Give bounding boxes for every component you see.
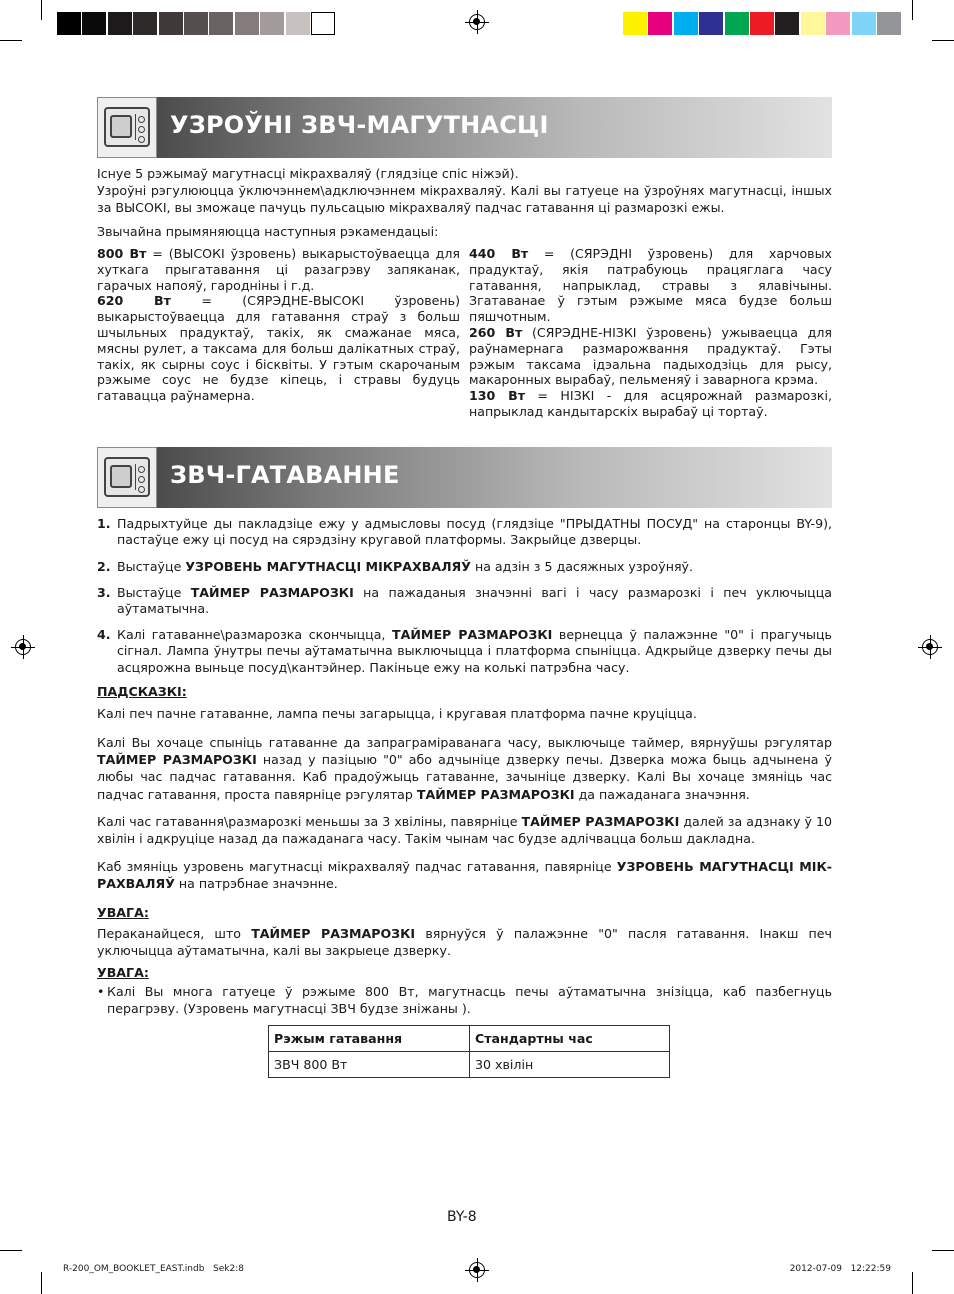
section-banner-microwave-cooking (97, 447, 832, 508)
color-swatch (57, 12, 81, 35)
cooking-time-table (268, 1025, 670, 1078)
color-swatch (674, 12, 698, 35)
intro-paragraph: Існуе 5 рэжымаў магутнасці мікрахваляў (глядзіце спіс ніжэй). (97, 166, 519, 181)
tips-heading: ПАДСКАЗКІ: (97, 684, 187, 699)
color-swatch (623, 12, 647, 35)
power-level-item: 440 Вт = (СЯРЭДНІ ўзровень) для харчовых прадуктаў, якія патрабуюць працяглага часу гатавання, напрыклад, стравы з ялавічыны. Згатаванае ў гэтым рэжыме мяса будзе больш пяшчотным. (469, 246, 832, 325)
warning-bullet-item: • Калі Вы многа гатуеце ў рэжыме 800 Вт, магутнасць печы аўтаматычна знізіцца, каб пазбегнуць перагрэву. (Узровень магутнасці ЗВЧ будзе зніжаны ). (97, 984, 832, 1017)
warning-heading: УВАГА: (97, 965, 149, 980)
color-swatch (750, 12, 774, 35)
table-row (269, 1052, 670, 1078)
tip-paragraph: Калі час гатавання\размарозкі меньшы за 3 хвіліны, павярніце ТАЙМЕР РАЗМАРОЗКІ далей за адзнаку ў 10 хвілін і адкруціце назад да пажаданага часу. Такім чынам час будзе адлічвацца больш дакладна. (97, 814, 832, 847)
power-levels-right-column (469, 246, 832, 420)
step-item: 2. Выстаўце УЗРОВЕНЬ МАГУТНАСЦІ МІКРАХВАЛЯЎ на адзін з 5 дасяжных узроўняў. (97, 559, 693, 574)
table-header-cell: Рэжым гатавання (269, 1026, 470, 1052)
color-swatch (775, 12, 799, 35)
warning-paragraph: Пераканайцеся, што ТАЙМЕР РАЗМАРОЗКІ вярнуўся ў палажэнне "0" пасля гатавання. Інакш печ уключыцца аўтаматычна, калі вы закрыеце дзверку. (97, 926, 832, 959)
power-level-item: 620 Вт = (СЯРЭДНЕ-ВЫСОКІ ўзровень) выкарыстоўваецца для гатавання страў з больш шчыльных прадуктаў, такіх, як смажанае мяса, мясны рулет, а таксама для больш далікатных страў, такіх, як сырны соус і бісквіты. У гэтым скарочаным рэжыме соус не будзе кіпець, і стравы будуць гатавацца раўнамерна. (97, 293, 460, 404)
power-level-item: 260 Вт (СЯРЭДНЕ-НІЗКІ ўзровень) ужываецца для раўнамернага размарожвання прадуктаў. Гэты рэжым таксама ідэальна падыходзіць для рысу, макаронных вырабаў, пельменяў і заварнога крэма. (469, 324, 832, 388)
color-swatch (826, 12, 850, 35)
table-cell: ЗВЧ 800 Вт (269, 1052, 470, 1078)
tip-paragraph: Каб змяніць узровень магутнасці мікрахваляў падчас гатавання, павярніце УЗРОВЕНЬ МАГУТНАСЦІ МІК-РАХВАЛЯЎ на патрэбнае значэнне. (97, 859, 832, 892)
registration-mark-icon (469, 1262, 485, 1278)
table-header-row (269, 1026, 670, 1052)
section-title: УЗРОЎНІ ЗВЧ-МАГУТНАСЦІ (170, 111, 549, 139)
microwave-icon (97, 447, 157, 508)
color-swatch (159, 12, 183, 35)
table-cell: 30 хвілін (470, 1052, 670, 1078)
section-title: ЗВЧ-ГАТАВАННЕ (170, 461, 400, 489)
power-level-item: 800 Вт = (ВЫСОКІ ўзровень) выкарыстоўваецца для хуткага прыгатавання ці разагрэву запяканак, гарачых напояў, гароднiны і г.д. (97, 246, 461, 293)
step-item: 4. Калі гатаванне\размарозка скончыцца, ТАЙМЕР РАЗМАРОЗКІ вернецца ў палажэнне "0" і прагучыць сігнал. Лампа ўнутры печы аўтаматычна выключыцца і платформа спыніцца. Адкрыйце дзверку печы ды асцярожна выньце посуд\кантэйнер. Пакіньце ежу на колькі патрэбна часу. (97, 627, 832, 675)
microwave-icon (97, 97, 157, 158)
color-swatch (725, 12, 749, 35)
color-swatch (286, 12, 310, 35)
power-levels-left-column (97, 246, 460, 404)
tip-paragraph: Калі печ пачне гатаванне, лампа печы загарыцца, і кругавая платформа пачне круціцца. (97, 706, 697, 721)
color-swatch (877, 12, 901, 35)
color-swatch (801, 12, 825, 35)
color-swatch (133, 12, 157, 35)
color-swatch (699, 12, 723, 35)
color-swatch (648, 12, 672, 35)
footer-timestamp: 2012-07-09 12:22:59 (789, 1264, 891, 1274)
intro-paragraph: Звычайна прымяняюцца наступныя рэкамендацыі: (97, 224, 439, 239)
power-level-item: 130 Вт = НІЗКІ - для асцярожнай размарозкі, напрыклад кандытарскіх вырабаў ці тортаў. (469, 388, 832, 419)
table-header-cell: Стандартны час (470, 1026, 670, 1052)
registration-mark-icon (922, 639, 938, 655)
color-swatch (82, 12, 106, 35)
intro-paragraph: Узроўні рэгулююцца ўключэннем\адключэннем мікрахваляў. Калі вы гатуеце на ўзроўнях магутнасці, іншых за ВЫСОКІ, вы зможаце пачуць пульсацыю мікрахваляў падчас гатавання ці размарозкі ежы. (97, 183, 832, 216)
color-swatch (108, 12, 132, 35)
page-number: BY-8 (447, 1209, 477, 1225)
color-swatch (209, 12, 233, 35)
step-item: 1. Падрыхтуйце ды пакладзіце ежу у адмысловы посуд (глядзіце "ПРЫДАТНЫ ПОСУД" на старонцы BY-9), пастаўце ежу ці посуд на сярэдзіну кругавой платформы. Закрыйце дзверцы. (97, 516, 832, 548)
tip-paragraph: Калі Вы хочаце спыніць гатаванне да запраграміраванага часу, выключыце таймер, вярнуўшы рэгулятар ТАЙМЕР РАЗМАРОЗКІ назад у пазіцыю "0" або адчыніце дзверку печы. Дзверка можа быць адчынена ў любы час падчас гатавання. Каб прадоўжыць гатаванне, зачыніце дзверку. Калі Вы хочаце змяніць час падчас гатавання, проста павярніце рэгулятар ТАЙМЕР РАЗМАРОЗКІ да пажаданага значэння. (97, 735, 832, 802)
footer-file-info: R-200_OM_BOOKLET_EAST.indb Sek2:8 (63, 1264, 244, 1274)
color-swatch (311, 12, 335, 35)
step-item: 3. Выстаўце ТАЙМЕР РАЗМАРОЗКІ на пажаданыя значэнні вагі і часу размарозкі і печ уключыцца аўтаматычна. (97, 585, 832, 617)
registration-mark-icon (15, 639, 31, 655)
section-banner-power-levels (97, 97, 832, 158)
color-swatch (260, 12, 284, 35)
color-swatch (184, 12, 208, 35)
registration-mark-icon (469, 14, 485, 30)
warning-heading: УВАГА: (97, 905, 149, 920)
color-swatch (852, 12, 876, 35)
color-swatch (235, 12, 259, 35)
